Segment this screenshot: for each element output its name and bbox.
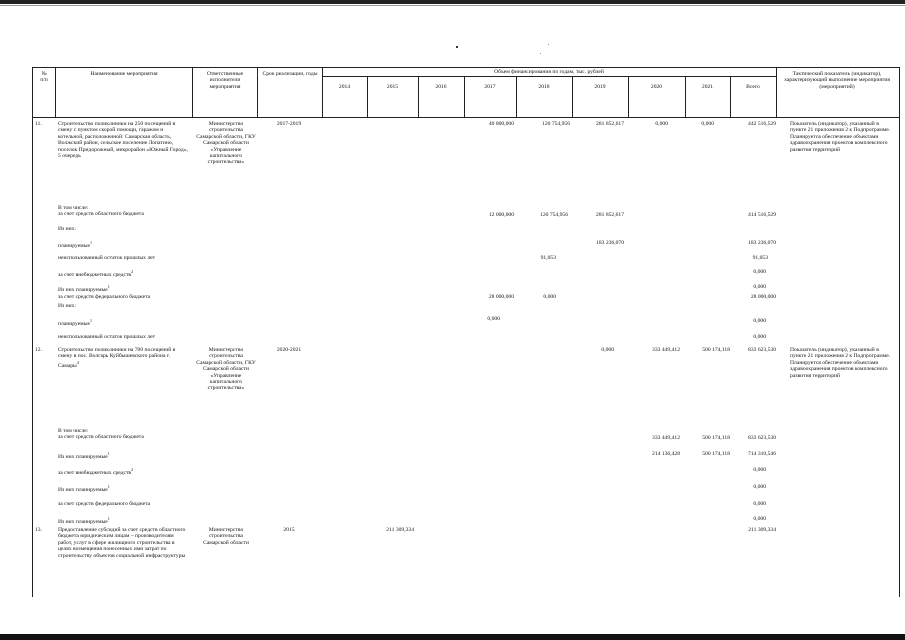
years-subheader-line	[322, 76, 776, 77]
row-name: Предоставление субсидий за счет средств областного бюджета юридическим лицам – производителям работ, услуг в сфере жилищного строительства в целях возмещения понесенных ими затрат по строительству объектов социальной инфраструктуры	[58, 527, 186, 559]
cell-total: 833 623,530	[748, 347, 776, 353]
cell-2017: 40 800,000	[488, 121, 514, 127]
sub-total: 91,053	[752, 255, 768, 261]
cell-total: 442 516,529	[748, 121, 776, 127]
header-year: 2017	[484, 84, 496, 90]
row-responsible: Министерство строительства Самарской области, ГКУ Самарской области «Управление капитального строительства»	[196, 347, 256, 392]
col-divider	[572, 76, 573, 117]
sub-total: 183 236,070	[748, 240, 776, 246]
cell-2019: 281 852,617	[596, 121, 624, 127]
header-year: 2019	[594, 84, 606, 90]
cell-2021: 500 174,118	[702, 347, 730, 353]
header-name: Наименование мероприятия	[90, 71, 158, 77]
sub-total: 28 000,000	[750, 294, 776, 300]
footnote-sup: 4	[76, 359, 79, 365]
scan-speck	[456, 46, 458, 48]
col-divider	[464, 76, 465, 117]
footnote-sup: 1	[89, 318, 92, 323]
cell-2015: 211 309,334	[386, 527, 414, 533]
sub-total: 0,000	[753, 484, 766, 490]
col-divider	[628, 76, 629, 117]
header-funding: Объем финансирования по годам, тыс. рублей	[494, 69, 604, 75]
row-period: 2015	[283, 527, 295, 533]
sub-2018: 120 754,956	[540, 212, 568, 218]
sub-2019: 183 236,070	[596, 240, 624, 246]
sub-label: Из них планируемые$^1$	[58, 451, 110, 460]
sub-label: планируемые$^1$	[58, 318, 92, 327]
row-responsible: Министерство строительства Самарской области, ГКУ Самарской области «Управление капитального строительства»	[196, 121, 256, 166]
row-name: Строительство поликлиники на 250 посещений в смену с пунктом скорой помощи, гаражом и котельной, расположенной: Самарская область, Волжский район, сельское поселение Лопатино, поселок Придорожный, микрорайон «Южный Город», 5 очередь	[58, 121, 188, 160]
sub-2017: 28 000,000	[488, 294, 514, 300]
sub-label: за счет внебюджетных средств$^2$	[58, 467, 134, 476]
row-indicator: Показатель (индикатор), указанный в пункте 21 приложения 2 к Подпрограмме. Планируется обеспечение объектами здравоохранения проектов комплексного развития территорий	[790, 347, 891, 379]
sub-label: за счет средств федерального бюджета	[58, 501, 151, 507]
cell-2019: 0,000	[601, 347, 614, 353]
sub-total: 414 516,529	[748, 212, 776, 218]
sub-total: 714 310,546	[748, 451, 776, 457]
sub-total: 0,000	[753, 284, 766, 290]
footnote-sup: 2	[131, 467, 134, 472]
sub-2021: 500 174,118	[702, 435, 730, 441]
scan-edge-top	[0, 0, 905, 4]
header-year: 2016	[435, 84, 447, 90]
cell-2020: 333 449,412	[652, 347, 680, 353]
col-divider	[516, 76, 517, 117]
col-divider	[367, 76, 368, 117]
col-divider	[685, 76, 686, 117]
header-responsible: Ответственные исполнители мероприятия	[206, 71, 244, 90]
sub-label: В том числе: за счет средств областного бюджета	[58, 205, 144, 218]
footnote-sup: 1	[89, 240, 92, 245]
sub-total: 0,000	[753, 334, 766, 340]
sub-2017: 0,000	[487, 316, 500, 322]
col-divider	[257, 67, 258, 117]
row-period: 2017-2019	[276, 121, 302, 127]
sub-label: за счет средств федерального бюджета	[58, 294, 151, 300]
header-period: Срок реализации, годы	[262, 71, 318, 77]
footnote-sup: 1	[107, 516, 110, 521]
sub-2017: 12 000,000	[488, 212, 514, 218]
sub-label: Из них планируемые$^1$	[58, 484, 110, 493]
header-year: 2015	[386, 84, 399, 90]
footnote-sup: 1	[107, 451, 110, 456]
sub-2018: 0,000	[543, 294, 556, 300]
sub-label: Из них:	[58, 303, 76, 309]
col-divider	[730, 76, 731, 117]
sub-2019: 281 852,617	[596, 212, 624, 218]
row-num: 11.	[35, 121, 42, 127]
sub-label: Из них:	[58, 226, 76, 232]
header-year: 2020	[650, 84, 663, 90]
col-divider	[418, 76, 419, 117]
scan-speck	[540, 53, 541, 54]
sub-total: 0,000	[753, 501, 766, 507]
row-name: Строительство поликлиники на 700 посещений в смену в пос. Волгарь Куйбышевского района г. Самары$^4$	[58, 347, 176, 369]
scan-edge-top-line	[0, 5, 905, 6]
sub-total: 0,000	[753, 467, 766, 473]
header-year: 2021	[701, 84, 714, 90]
sub-total: 833 623,530	[748, 435, 776, 441]
cell-2021: 0,000	[701, 121, 714, 127]
row-responsible: Министерство строительства Самарской области	[203, 527, 249, 546]
footnote-sup: 2	[131, 269, 134, 274]
sub-label: за счет внебюджетных средств$^2$	[58, 269, 134, 278]
footnote-sup: 1	[107, 284, 110, 289]
col-divider	[192, 67, 193, 117]
col-divider	[322, 67, 323, 117]
scan-edge-bottom	[0, 634, 905, 640]
cell-total: 211 309,334	[748, 527, 776, 533]
header-indicator: Тактический показатель (индикатор), характеризующий выполнение мероприятия (мероприятий)	[784, 71, 890, 90]
scan-speck	[548, 44, 549, 45]
header-top-border	[32, 67, 899, 68]
row-period: 2020-2021	[276, 347, 302, 353]
sub-2020: 214 136,428	[652, 451, 680, 457]
row-indicator: Показатель (индикатор), указанный в пункте 21 приложения 2 к Подпрограмме. Планируется обеспечение объектами здравоохранения проектов комплексного развития территорий	[790, 121, 891, 153]
row-num: 12.	[35, 347, 42, 353]
sub-label: Из них планируемые$^1$	[58, 516, 110, 525]
sub-total: 0,000	[753, 516, 766, 522]
header-bottom-border	[32, 117, 899, 118]
sub-label: неиспользованный остаток прошлых лет	[58, 334, 156, 340]
sub-label: неиспользованный остаток прошлых лет	[58, 255, 156, 261]
header-num: № п/п	[40, 71, 48, 84]
sub-2020: 333 449,412	[652, 435, 680, 441]
footnote-sup: 1	[107, 484, 110, 489]
col-divider	[776, 67, 777, 117]
row-num: 13.	[35, 527, 42, 533]
cell-2018: 120 754,956	[542, 121, 570, 127]
cell-2020: 0,000	[655, 121, 668, 127]
sub-total: 0,000	[753, 269, 766, 275]
col-divider	[55, 67, 56, 117]
sub-2021: 500 174,118	[702, 451, 730, 457]
sub-2018: 91,053	[540, 255, 556, 261]
header-total: Всего	[746, 84, 760, 90]
sub-label: В том числе: за счет средств областного бюджета	[58, 428, 144, 441]
sub-label: Из них планируемые$^1$	[58, 284, 110, 293]
header-year: 2014	[338, 84, 351, 90]
header-year: 2018	[538, 84, 550, 90]
sub-total: 0,000	[753, 318, 766, 324]
sub-label: планируемые$^1$	[58, 240, 92, 249]
